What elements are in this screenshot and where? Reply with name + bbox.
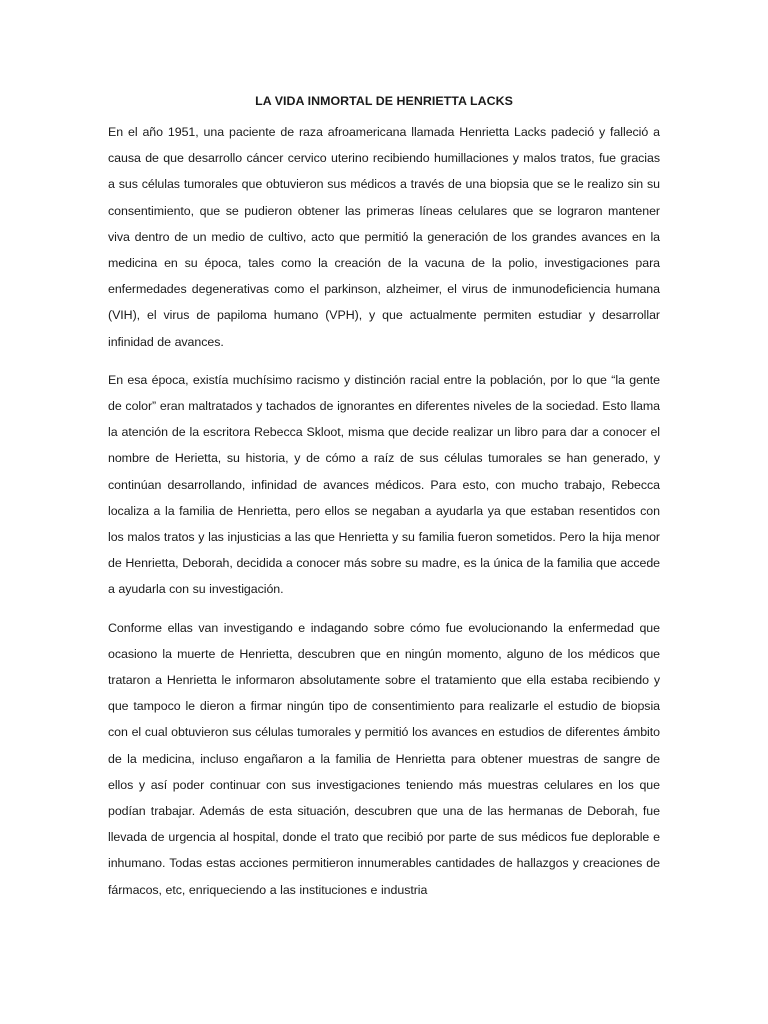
paragraph-1: En el año 1951, una paciente de raza afroamericana llamada Henrietta Lacks padeció y falleció a causa de que desarrollo cáncer cervico uterino recibiendo humillaciones y malos tratos, fue gracias a sus células tumorales que obtuvieron sus médicos a través de una biopsia que se le realizo sin su consentimiento, que se pudieron obtener las primeras líneas celulares que se lograron mantener viva dentro de un medio de cultivo, acto que permitió la generación de los grandes avances en la medicina en su época, tales como la creación de la vacuna de la polio, investigaciones para enfermedades degenerativas como el parkinson, alzheimer, el virus de inmunodeficiencia humana (VIH), el virus de papiloma humano (VPH), y que actualmente permiten estudiar y desarrollar infinidad de avances.	[108, 125, 660, 349]
paragraph-3: Conforme ellas van investigando e indagando sobre cómo fue evolucionando la enfermedad que ocasiono la muerte de Henrietta, descubren que en ningún momento, alguno de los médicos que trataron a Henrietta le informaron absolutamente sobre el tratamiento que ella estaba recibiendo y que tampoco le dieron a firmar ningún tipo de consentimiento para realizarle el estudio de biopsia con el cual obtuvieron sus células tumorales y permitió los avances en estudios de diferentes ámbito de la medicina, incluso engañaron a la familia de Henrietta para obtener muestras de sangre de ellos y así poder continuar con sus investigaciones teniendo más muestras celulares en los que podían trabajar. Además de esta situación, descubren que una de las hermanas de Deborah, fue llevada de urgencia al hospital, donde el trato que recibió por parte de sus médicos fue deplorable e inhumano. Todas estas acciones permitieron innumerables cantidades de hallazgos y creaciones de fármacos, etc, enriqueciendo a las instituciones e industria	[108, 620, 660, 897]
paragraph-2: En esa época, existía muchísimo racismo y distinción racial entre la población, por lo que “la gente de color” eran maltratados y tachados de ignorantes en diferentes niveles de la sociedad. Esto llama la atención de la escritora Rebecca Skloot, misma que decide realizar un libro para dar a conocer el nombre de Herietta, su historia, y de cómo a raíz de sus células tumorales se han generado, y continúan desarrollando, infinidad de avances médicos. Para esto, con mucho trabajo, Rebecca localiza a la familia de Henrietta, pero ellos se negaban a ayudarla ya que estaban resentidos con los malos tratos y las injusticias a las que Henrietta y su familia fueron sometidos. Pero la hija menor de Henrietta, Deborah, decidida a conocer más sobre su madre, es la única de la familia que accede a ayudarla con su investigación.	[108, 372, 660, 597]
document-title: LA VIDA INMORTAL DE HENRIETTA LACKS	[255, 94, 513, 108]
document-body	[108, 119, 660, 915]
